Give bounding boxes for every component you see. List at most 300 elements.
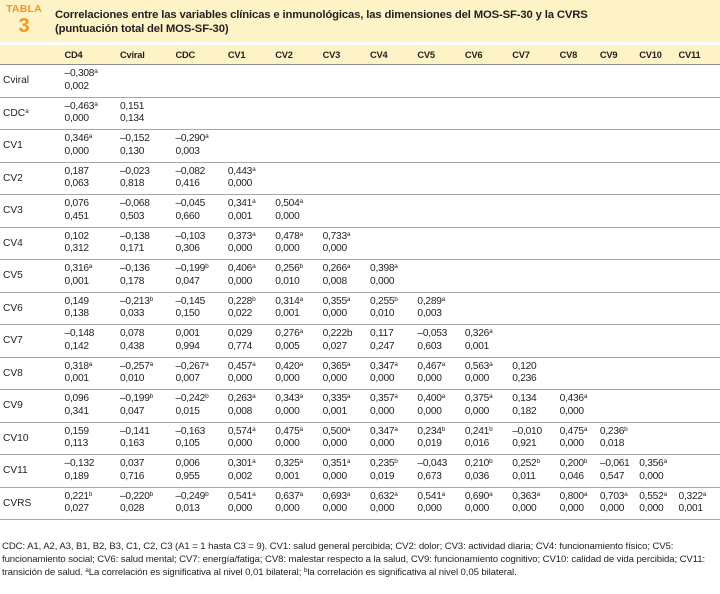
- correlation-line: [275, 328, 322, 341]
- table-cell: [175, 325, 227, 358]
- table-cell: [639, 130, 678, 163]
- correlation-value: 0,318: [64, 360, 89, 372]
- correlation-value: –0,061: [599, 458, 630, 470]
- table-cell: [275, 130, 322, 163]
- p-value: 0,000: [227, 178, 253, 190]
- p-value: 0,027: [64, 503, 89, 515]
- table-cell: [120, 357, 175, 390]
- correlation-value: –0,132: [64, 458, 95, 470]
- correlation-value: 0,210: [464, 458, 490, 470]
- table-cell: [370, 130, 417, 163]
- significance-marker: a: [394, 490, 398, 498]
- table-cell: [323, 130, 370, 163]
- significance-marker: a: [205, 133, 209, 141]
- table-cell: [65, 227, 120, 260]
- p-value: 0,000: [64, 113, 89, 125]
- table-cell: [600, 422, 639, 455]
- table-cell: [323, 422, 370, 455]
- table-cell: [600, 487, 639, 520]
- table-cell: [275, 162, 322, 195]
- table-cell: [120, 292, 175, 325]
- table-cell: [120, 390, 175, 423]
- significance-marker: a: [441, 393, 446, 401]
- correlation-value: 0,475: [275, 425, 300, 437]
- significance-marker: a: [205, 360, 209, 368]
- p-value: 0,105: [175, 438, 200, 450]
- footnote-abbreviations: CDC: A1, A2, A3, B1, B2, B3, C1, C2, C3 (A1 = 1 hasta C3 = 9). CV1: salud general percibida; CV2: dolor; CV3: actividad diaria; CV4: funcionamiento físico; CV5: funcionamiento social; CV6: salud mental; CV7: energía/fatiga; CV8: malestar respecto a la salud, CV9: funcionamiento cognitivo; CV10: calidad de vida percibida; CV11: transición de salud.: [2, 541, 706, 579]
- correlation-value: 0,375: [464, 393, 490, 405]
- table-cell: [120, 97, 175, 130]
- p-value: 0,503: [119, 210, 145, 222]
- significance-marker: a: [346, 393, 351, 401]
- correlation-line: [228, 198, 275, 211]
- table-cell: [228, 292, 275, 325]
- table-cell: [465, 487, 512, 520]
- correlation-value: 0,325: [275, 458, 300, 470]
- correlation-value: 0,443: [227, 165, 253, 177]
- correlation-line: [417, 361, 464, 374]
- correlation-value: –0,152: [119, 133, 150, 145]
- table-row: [0, 97, 720, 130]
- significance-marker: a: [346, 490, 351, 498]
- correlation-value: 0,221: [64, 490, 89, 502]
- correlation-value: 0,037: [119, 458, 145, 470]
- correlation-line: [275, 361, 322, 374]
- table-cell: [465, 455, 512, 488]
- table-cell: [120, 260, 175, 293]
- correlation-value: 0,541: [417, 490, 442, 502]
- table-cell: [639, 162, 678, 195]
- table-cell: [65, 195, 120, 228]
- correlation-line: [65, 361, 120, 374]
- correlation-line: [120, 231, 175, 244]
- table-row: [0, 422, 720, 455]
- correlation-line: [275, 491, 322, 504]
- correlation-value: 0,563: [464, 360, 490, 372]
- correlation-line: [465, 361, 512, 374]
- significance-marker: a: [252, 360, 256, 368]
- correlation-value: 0,400: [417, 393, 442, 405]
- p-value: 0,000: [227, 438, 253, 450]
- correlation-value: 0,134: [512, 393, 537, 405]
- table-cell: [275, 487, 322, 520]
- footnote-note-a: La correlación es significativa al nivel 0,01 bilateral;: [88, 567, 304, 579]
- correlation-line: [275, 458, 322, 471]
- p-value: 0,603: [417, 340, 442, 352]
- correlation-value: 0,236: [599, 425, 625, 437]
- p-value: 0,000: [275, 405, 300, 417]
- row-label: [0, 195, 65, 228]
- table-row: [0, 455, 720, 488]
- p-value: 0,000: [370, 373, 395, 385]
- p-value: 0,036: [464, 470, 490, 482]
- table-row: [0, 357, 720, 390]
- p-value: 0,182: [512, 405, 537, 417]
- table-cell: [175, 487, 227, 520]
- p-value: 0,005: [275, 340, 300, 352]
- significance-marker: b: [205, 490, 209, 498]
- p-value: 0,000: [227, 373, 253, 385]
- correlation-line: [65, 68, 120, 81]
- correlation-value: 0,006: [175, 458, 200, 470]
- table-cell: [417, 455, 464, 488]
- correlation-line: [370, 263, 417, 276]
- table-title-line-1: Correlaciones entre las variables clínicas e inmunológicas, las dimensiones del MOS-SF-30 y la CVRS: [55, 9, 588, 21]
- significance-marker: a: [252, 458, 256, 466]
- correlation-line: [175, 296, 227, 309]
- table-cell: [323, 390, 370, 423]
- correlation-line: [465, 458, 512, 471]
- correlation-line: [275, 393, 322, 406]
- correlation-line: [417, 458, 464, 471]
- correlation-line: [228, 361, 275, 374]
- correlation-value: –0,267: [175, 360, 206, 372]
- p-value: 0,019: [417, 438, 442, 450]
- table-cell: [175, 162, 227, 195]
- column-header-cv1: CV1: [228, 45, 275, 65]
- table-cell: [323, 195, 370, 228]
- p-value: 0,000: [417, 405, 442, 417]
- correlation-line: [560, 458, 600, 471]
- table-cell: [370, 455, 417, 488]
- table-cell: [679, 260, 720, 293]
- significance-marker: a: [252, 393, 256, 401]
- correlation-value: 0,222b: [322, 328, 353, 340]
- correlation-line: [120, 101, 175, 114]
- p-value: 0,019: [370, 470, 395, 482]
- correlation-line: [275, 231, 322, 244]
- p-value: 0,000: [370, 503, 395, 515]
- table-cell: [465, 162, 512, 195]
- correlation-line: [228, 231, 275, 244]
- table-cell: [370, 390, 417, 423]
- table-cell: [639, 487, 678, 520]
- correlation-line: [370, 393, 417, 406]
- correlation-line: [323, 296, 370, 309]
- table-cell: [512, 325, 559, 358]
- table-row: [0, 227, 720, 260]
- correlation-value: 0,363: [512, 490, 537, 502]
- p-value: 0,000: [275, 210, 300, 222]
- significance-marker: a: [94, 68, 98, 76]
- p-value: 0,000: [227, 503, 253, 515]
- significance-marker: a: [702, 490, 707, 498]
- correlation-line: [65, 393, 120, 406]
- table-row: [0, 487, 720, 520]
- correlation-line: [600, 458, 639, 471]
- correlation-value: –0,068: [119, 198, 150, 210]
- table-cell: [370, 422, 417, 455]
- table-row: [0, 390, 720, 423]
- correlation-value: 0,326: [464, 328, 490, 340]
- table-cell: [560, 455, 600, 488]
- table-cell: [512, 65, 559, 98]
- correlation-value: 0,355: [322, 295, 347, 307]
- column-header-cv9: CV9: [600, 45, 639, 65]
- table-cell: [370, 65, 417, 98]
- correlation-line: [323, 361, 370, 374]
- p-value: 0,001: [464, 340, 490, 352]
- table-cell: [370, 97, 417, 130]
- significance-marker: a: [346, 425, 351, 433]
- column-header-cd4: CD4: [65, 45, 120, 65]
- significance-marker: a: [88, 360, 93, 368]
- table-cell: [639, 227, 678, 260]
- p-value: 0,000: [599, 503, 625, 515]
- table-cell: [65, 390, 120, 423]
- significance-marker: a: [583, 425, 588, 433]
- correlation-line: [417, 296, 464, 309]
- correlation-line: [417, 328, 464, 341]
- table-cell: [512, 292, 559, 325]
- table-cell: [639, 195, 678, 228]
- column-header-cv7: CV7: [512, 45, 559, 65]
- footnote-marker-b: b: [303, 567, 308, 575]
- table-cell: [370, 162, 417, 195]
- table-cell: [560, 357, 600, 390]
- correlation-line: [560, 426, 600, 439]
- p-value: 0,312: [64, 243, 89, 255]
- correlation-value: 0,373: [227, 230, 253, 242]
- table-row: [0, 260, 720, 293]
- table-row: [0, 292, 720, 325]
- p-value: 0,001: [322, 405, 347, 417]
- p-value: 0,416: [175, 178, 200, 190]
- table-header-band: [0, 0, 720, 42]
- correlation-line: [323, 491, 370, 504]
- row-label-text: CV11: [3, 465, 28, 477]
- table-cell: [65, 292, 120, 325]
- correlation-line: [175, 426, 227, 439]
- table-cell: [275, 195, 322, 228]
- table-cell: [600, 97, 639, 130]
- correlation-value: 0,341: [227, 198, 253, 210]
- correlation-value: –0,138: [119, 230, 150, 242]
- table-cell: [120, 325, 175, 358]
- correlation-line: [175, 231, 227, 244]
- p-value: 0,022: [227, 308, 253, 320]
- correlation-line: [120, 166, 175, 179]
- significance-marker: a: [346, 295, 351, 303]
- significance-marker: b: [624, 425, 628, 433]
- p-value: 0,955: [175, 470, 200, 482]
- p-value: 0,001: [275, 308, 300, 320]
- table-cell: [175, 65, 227, 98]
- p-value: 0,000: [512, 503, 537, 515]
- row-label-text: CVRS: [3, 497, 32, 509]
- table-cell: [120, 227, 175, 260]
- p-value: 0,138: [64, 308, 89, 320]
- significance-marker: b: [536, 458, 540, 466]
- correlation-line: [175, 393, 227, 406]
- row-label: [0, 260, 65, 293]
- correlation-line: [560, 491, 600, 504]
- table-cell: [600, 260, 639, 293]
- correlation-value: 0,263: [227, 393, 253, 405]
- correlation-value: 0,149: [64, 295, 89, 307]
- correlation-value: 0,457: [227, 360, 253, 372]
- p-value: 0,047: [119, 405, 145, 417]
- correlation-line: [417, 426, 464, 439]
- table-tag-number: 3: [18, 15, 30, 37]
- table-cell: [417, 357, 464, 390]
- table-header-row: [0, 45, 720, 65]
- p-value: 0,000: [559, 503, 584, 515]
- p-value: 0,716: [119, 470, 145, 482]
- table-cell: [370, 260, 417, 293]
- correlation-value: –0,199: [119, 393, 150, 405]
- correlation-line: [120, 133, 175, 146]
- row-label: [0, 65, 65, 98]
- correlation-line: [323, 458, 370, 471]
- column-header-cviral: Cviral: [120, 45, 175, 65]
- significance-marker: a: [299, 393, 303, 401]
- table-cell: [679, 390, 720, 423]
- correlation-value: 0,637: [275, 490, 300, 502]
- table-cell: [417, 97, 464, 130]
- significance-marker: a: [299, 295, 303, 303]
- correlation-value: 0,076: [64, 198, 89, 210]
- table-footnote: [2, 540, 718, 580]
- significance-marker: a: [88, 263, 93, 271]
- row-label: [0, 422, 65, 455]
- correlation-line: [228, 263, 275, 276]
- p-value: 0,000: [322, 373, 347, 385]
- correlation-line: [275, 296, 322, 309]
- table-cell: [175, 455, 227, 488]
- correlation-value: –0,045: [175, 198, 206, 210]
- correlation-value: –0,103: [175, 230, 206, 242]
- significance-marker: a: [394, 360, 398, 368]
- column-header-cv10: CV10: [639, 45, 678, 65]
- table-cell: [228, 455, 275, 488]
- p-value: 0,010: [275, 275, 300, 287]
- significance-marker: a: [299, 360, 303, 368]
- correlation-value: 0,398: [370, 263, 395, 275]
- correlation-value: –0,308: [64, 68, 95, 80]
- p-value: 0,003: [417, 308, 442, 320]
- table-cell: [639, 97, 678, 130]
- correlation-line: [65, 101, 120, 114]
- table-cell: [175, 227, 227, 260]
- row-label: [0, 390, 65, 423]
- table-cell: [275, 325, 322, 358]
- table-row: [0, 65, 720, 98]
- p-value: 0,000: [275, 373, 300, 385]
- table-cell: [560, 162, 600, 195]
- significance-marker: b: [205, 263, 209, 271]
- table-cell: [370, 227, 417, 260]
- correlation-value: 0,346: [64, 133, 89, 145]
- correlation-value: 0,365: [322, 360, 347, 372]
- correlation-line: [370, 361, 417, 374]
- correlation-line: [65, 491, 120, 504]
- table-cell: [120, 130, 175, 163]
- column-header-cdc: CDC: [175, 45, 227, 65]
- correlation-value: 0,800: [559, 490, 584, 502]
- table-cell: [120, 65, 175, 98]
- correlation-line: [228, 296, 275, 309]
- table-cell: [417, 130, 464, 163]
- p-value: 0,013: [175, 503, 200, 515]
- significance-marker: a: [663, 490, 667, 498]
- table-cell: [323, 162, 370, 195]
- table-cell: [417, 487, 464, 520]
- table-cell: [679, 97, 720, 130]
- table-cell: [639, 325, 678, 358]
- p-value: 0,027: [322, 340, 347, 352]
- table-cell: [417, 422, 464, 455]
- table-cell: [323, 97, 370, 130]
- row-label-text: CV9: [3, 400, 23, 412]
- table-cell: [120, 162, 175, 195]
- p-value: 0,003: [175, 145, 200, 157]
- table-cell: [679, 227, 720, 260]
- table-cell: [512, 487, 559, 520]
- p-value: 0,000: [322, 503, 347, 515]
- table-row: [0, 195, 720, 228]
- table-cell: [228, 195, 275, 228]
- table-cell: [323, 357, 370, 390]
- correlation-line: [228, 393, 275, 406]
- row-label-text: CV1: [3, 140, 23, 152]
- table-cell: [65, 325, 120, 358]
- significance-marker: a: [346, 458, 351, 466]
- correlation-value: 0,357: [370, 393, 395, 405]
- correlation-value: 0,478: [275, 230, 300, 242]
- correlation-value: 0,467: [417, 360, 442, 372]
- correlation-table: [0, 45, 720, 520]
- significance-marker: b: [489, 458, 493, 466]
- correlation-value: 0,703: [599, 490, 625, 502]
- table-cell: [679, 487, 720, 520]
- significance-marker: a: [394, 263, 398, 271]
- correlation-value: 0,235: [370, 458, 395, 470]
- table-cell: [65, 487, 120, 520]
- table-cell: [65, 130, 120, 163]
- table-cell: [228, 260, 275, 293]
- correlation-line: [512, 426, 559, 439]
- p-value: 0,247: [370, 340, 395, 352]
- row-label: [0, 455, 65, 488]
- table-cell: [65, 260, 120, 293]
- footnote-marker-a: a: [85, 567, 89, 575]
- column-header-cv3: CV3: [323, 45, 370, 65]
- table-row: [0, 162, 720, 195]
- correlation-value: 0,475: [559, 425, 584, 437]
- table-cell: [275, 260, 322, 293]
- table-cell: [679, 455, 720, 488]
- correlation-value: –0,163: [175, 425, 206, 437]
- significance-marker: a: [441, 295, 446, 303]
- significance-marker: a: [252, 490, 256, 498]
- correlation-value: 0,266: [322, 263, 347, 275]
- table-cell: [323, 260, 370, 293]
- table-cell: [370, 357, 417, 390]
- table-cell: [512, 162, 559, 195]
- significance-marker: b: [205, 393, 209, 401]
- table-cell: [323, 487, 370, 520]
- correlation-line: [175, 166, 227, 179]
- significance-marker: a: [583, 490, 588, 498]
- table-cell: [275, 227, 322, 260]
- table-cell: [228, 325, 275, 358]
- p-value: 0,000: [639, 503, 664, 515]
- correlation-line: [465, 328, 512, 341]
- table-cell: [465, 292, 512, 325]
- p-value: 0,189: [64, 470, 89, 482]
- p-value: 0,178: [119, 275, 145, 287]
